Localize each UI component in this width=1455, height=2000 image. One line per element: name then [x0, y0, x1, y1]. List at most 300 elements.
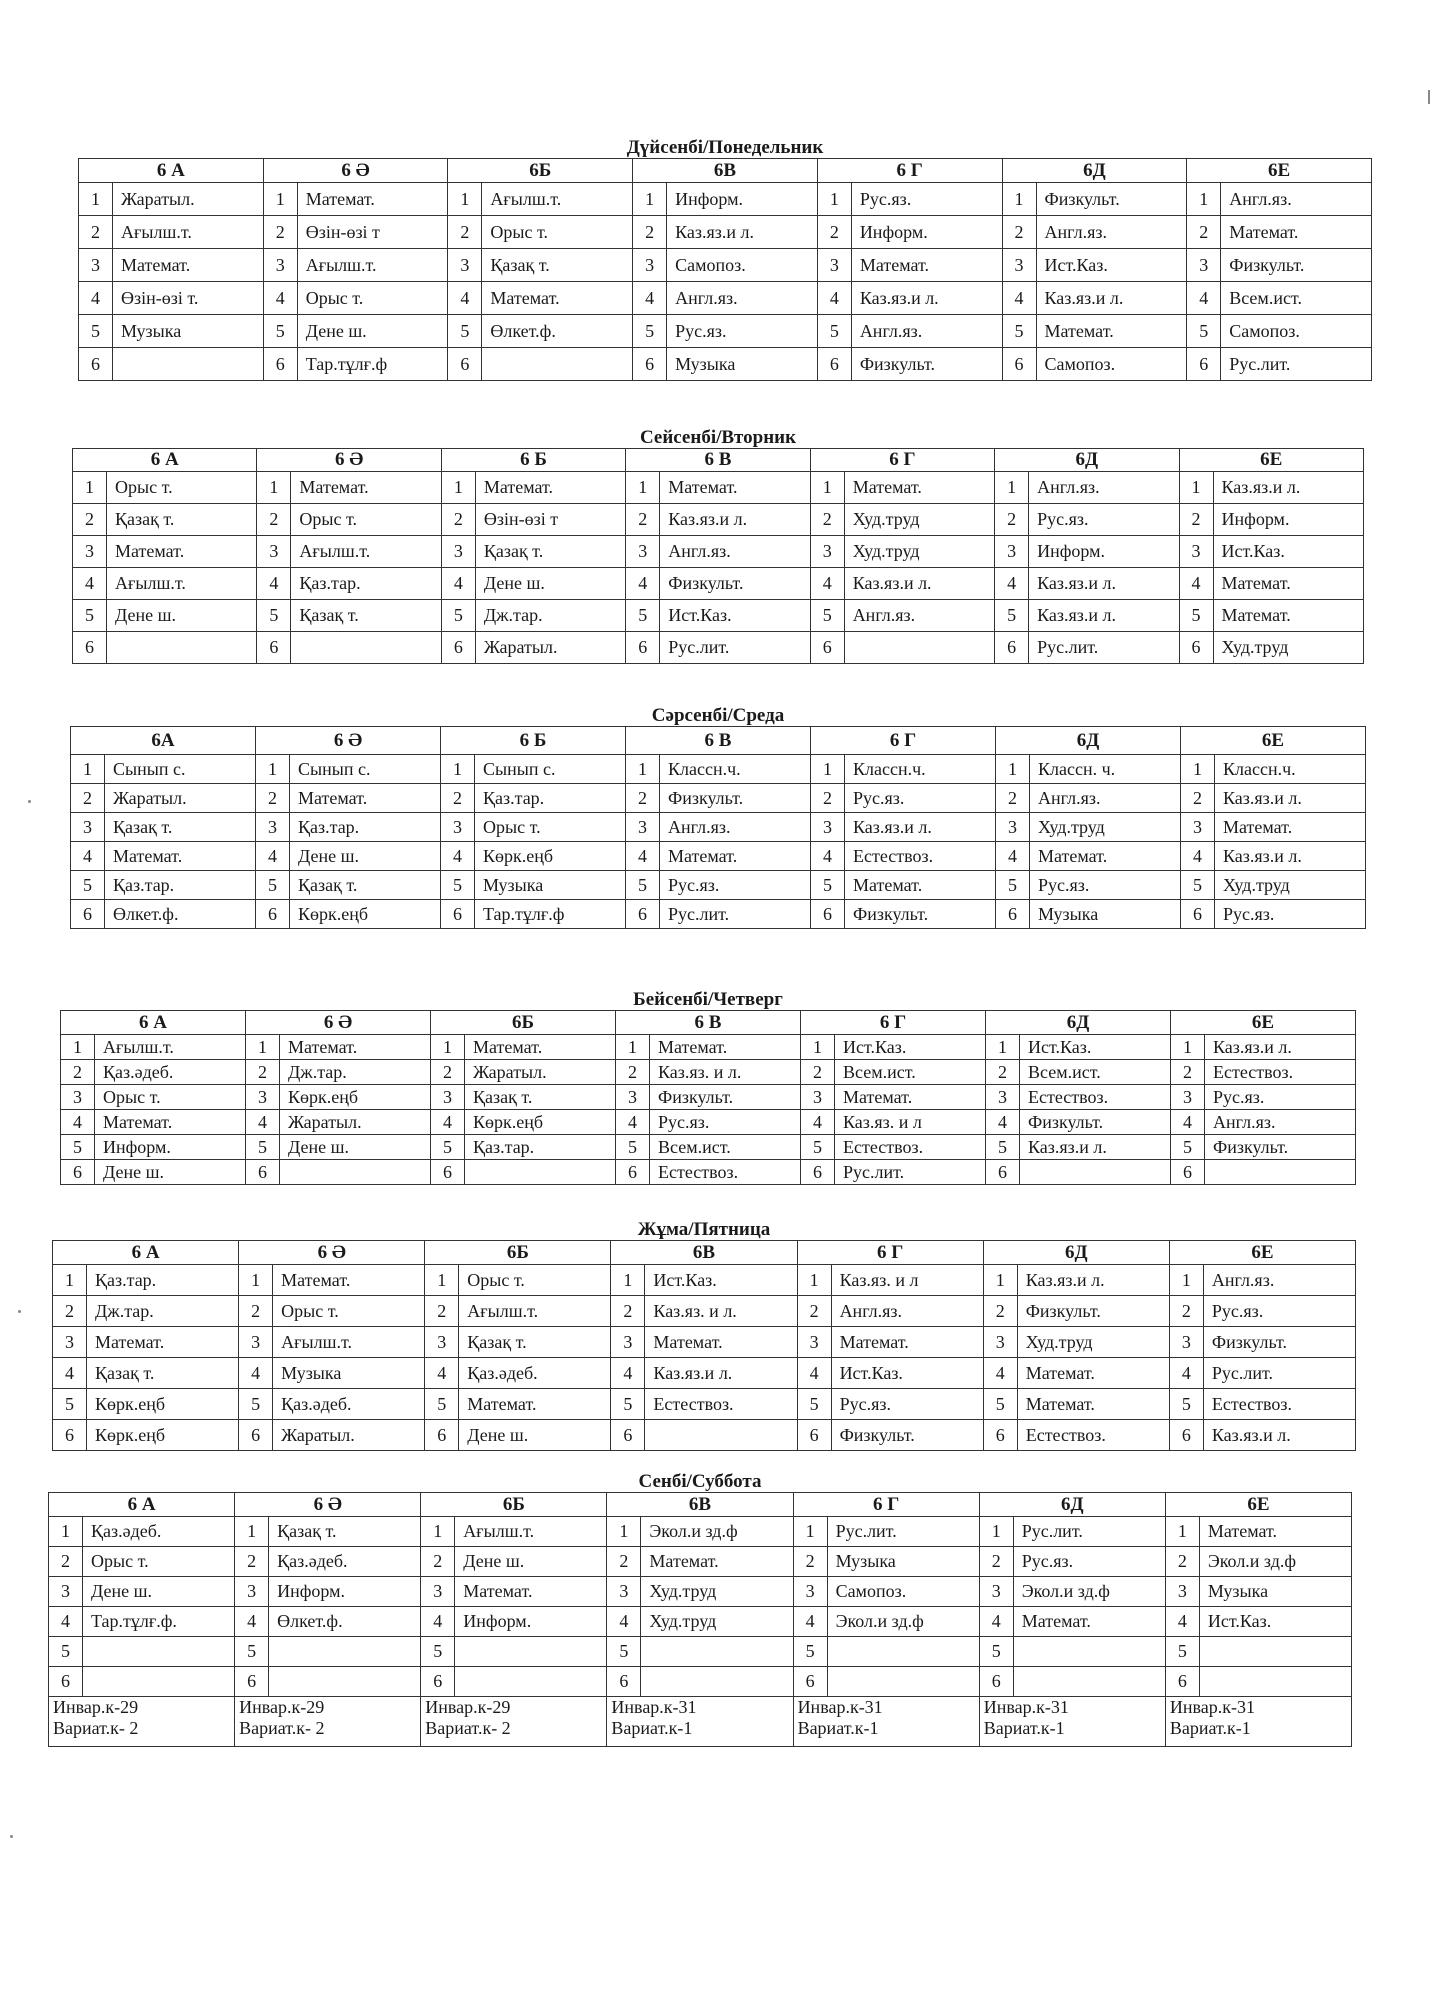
lesson-subject: [827, 1637, 979, 1667]
class-header: 6Е: [1187, 159, 1372, 183]
lesson-number: 5: [441, 600, 475, 632]
lesson-row: [73, 568, 1364, 600]
lesson-subject: Математ.: [650, 1035, 801, 1060]
lesson-number: 2: [246, 1060, 280, 1085]
lesson-number: 4: [431, 1110, 465, 1135]
lesson-number: 3: [626, 813, 660, 842]
lesson-subject: Көрк.еңб: [465, 1110, 616, 1135]
lesson-subject: Музыка: [667, 348, 818, 381]
lesson-subject: Музыка: [1199, 1577, 1351, 1607]
lesson-number: 3: [256, 813, 290, 842]
lesson-subject: Математ.: [87, 1327, 239, 1358]
lesson-number: 2: [441, 504, 475, 536]
lesson-number: 5: [611, 1389, 645, 1420]
lesson-subject: Көрк.еңб: [87, 1420, 239, 1451]
lesson-subject: [641, 1667, 793, 1697]
hours-summary: [49, 1697, 235, 1747]
lesson-subject: Дене ш.: [95, 1160, 246, 1185]
lesson-number: 5: [61, 1135, 95, 1160]
lesson-number: 6: [235, 1667, 269, 1697]
lesson-subject: [291, 632, 441, 664]
lesson-row: [53, 1420, 1356, 1451]
lesson-number: 1: [421, 1517, 455, 1547]
lesson-number: 2: [53, 1296, 87, 1327]
lesson-number: 5: [79, 315, 113, 348]
lesson-subject: Каз.яз.и л.: [1017, 1265, 1169, 1296]
lesson-subject: Классн. ч.: [1030, 755, 1181, 784]
lesson-subject: Классн.ч.: [1215, 755, 1366, 784]
lesson-number: 2: [61, 1060, 95, 1085]
lesson-subject: Рус.яз.: [1215, 900, 1366, 929]
lesson-subject: Музыка: [1030, 900, 1181, 929]
lesson-subject: Дене ш.: [455, 1547, 607, 1577]
lesson-number: 2: [986, 1060, 1020, 1085]
lesson-subject: Математ.: [290, 784, 441, 813]
lesson-number: 2: [1171, 1060, 1205, 1085]
class-header: 6Д: [1002, 159, 1187, 183]
lesson-row: [79, 348, 1372, 381]
lesson-number: 4: [73, 568, 107, 600]
lesson-subject: Каз.яз.и л.: [667, 216, 818, 249]
lesson-subject: [844, 632, 994, 664]
invariant-hours: Инвар.к-31: [611, 1697, 697, 1717]
lesson-subject: Орыс т.: [107, 472, 257, 504]
lesson-row: [61, 1135, 1356, 1160]
lesson-subject: Қаз.тар.: [290, 813, 441, 842]
lesson-subject: Физкульт.: [1017, 1296, 1169, 1327]
lesson-subject: Математ.: [475, 472, 625, 504]
lesson-number: 4: [607, 1607, 641, 1637]
lesson-subject: Каз.яз.и л.: [845, 813, 996, 842]
lesson-subject: Математ.: [459, 1389, 611, 1420]
lesson-number: 3: [431, 1085, 465, 1110]
lesson-subject: Англ.яз.: [851, 315, 1002, 348]
lesson-number: 1: [810, 472, 844, 504]
class-header: 6 Б: [441, 449, 625, 472]
lesson-subject: Экол.и зд.ф: [1199, 1547, 1351, 1577]
lesson-number: 6: [421, 1667, 455, 1697]
lesson-number: 1: [53, 1265, 87, 1296]
lesson-number: 4: [1002, 282, 1036, 315]
lesson-subject: Худ.труд: [1017, 1327, 1169, 1358]
lesson-subject: Қазақ т.: [290, 871, 441, 900]
lesson-subject: Музыка: [475, 871, 626, 900]
lesson-subject: Өлкет.ф.: [105, 900, 256, 929]
lesson-row: [53, 1358, 1356, 1389]
class-header: 6 Ә: [263, 159, 448, 183]
lesson-number: 2: [1179, 504, 1213, 536]
lesson-subject: Жаратыл.: [273, 1420, 425, 1451]
lesson-subject: Физкульт.: [1203, 1327, 1355, 1358]
class-header: 6Е: [1181, 727, 1366, 755]
class-header: 6 Ә: [257, 449, 441, 472]
lesson-number: 5: [1181, 871, 1215, 900]
lesson-subject: Дж.тар.: [87, 1296, 239, 1327]
lesson-subject: Математ.: [465, 1035, 616, 1060]
class-header: 6Е: [1165, 1493, 1351, 1517]
lesson-number: 5: [441, 871, 475, 900]
lesson-number: 1: [257, 472, 291, 504]
lesson-subject: Ист.Каз.: [1199, 1607, 1351, 1637]
lesson-subject: Дене ш.: [290, 842, 441, 871]
lesson-subject: Каз.яз.и л.: [1215, 842, 1366, 871]
lesson-number: 1: [263, 183, 297, 216]
lesson-subject: Каз.яз.и л.: [645, 1358, 797, 1389]
lesson-number: 3: [996, 813, 1030, 842]
lesson-row: [79, 183, 1372, 216]
lesson-number: 3: [611, 1327, 645, 1358]
lesson-subject: Дене ш.: [459, 1420, 611, 1451]
lesson-subject: [269, 1637, 421, 1667]
lesson-subject: Экол.и зд.ф: [1013, 1577, 1165, 1607]
lesson-subject: Каз.яз.и л.: [1205, 1035, 1356, 1060]
lesson-number: 5: [421, 1637, 455, 1667]
lesson-subject: Математ.: [844, 472, 994, 504]
lesson-subject: Ағылш.т.: [455, 1517, 607, 1547]
lesson-number: 2: [996, 784, 1030, 813]
class-header: 6А: [71, 727, 256, 755]
lesson-number: 5: [71, 871, 105, 900]
day-title: Дүйсенбі/Понедельник: [626, 137, 824, 158]
lesson-subject: Рус.яз.: [1203, 1296, 1355, 1327]
lesson-subject: Орыс т.: [475, 813, 626, 842]
lesson-subject: Математ.: [835, 1085, 986, 1110]
day-title: Жұма/Пятница: [637, 1219, 771, 1240]
lesson-row: [53, 1296, 1356, 1327]
class-header-row: [49, 1493, 1352, 1517]
lesson-subject: Математ.: [95, 1110, 246, 1135]
lesson-subject: [280, 1160, 431, 1185]
lesson-row: [49, 1547, 1352, 1577]
lesson-subject: [455, 1667, 607, 1697]
lesson-number: 3: [995, 536, 1029, 568]
lesson-number: 5: [979, 1637, 1013, 1667]
lesson-subject: Англ.яз.: [844, 600, 994, 632]
lesson-subject: Математ.: [1213, 568, 1363, 600]
lesson-subject: Орыс т.: [273, 1296, 425, 1327]
lesson-number: 5: [1169, 1389, 1203, 1420]
hours-summary: [793, 1697, 979, 1747]
invariant-hours: Инвар.к-29: [53, 1697, 139, 1717]
lesson-number: 4: [425, 1358, 459, 1389]
lesson-subject: Рус.лит.: [827, 1517, 979, 1547]
day-title: Бейсенбі/Четверг: [633, 989, 783, 1010]
class-header: 6Е: [1179, 449, 1363, 472]
lesson-subject: Рус.лит.: [1029, 632, 1179, 664]
lesson-subject: Рус.яз.: [660, 871, 811, 900]
lesson-subject: Физкульт.: [1020, 1110, 1171, 1135]
lesson-number: 1: [817, 183, 851, 216]
lesson-number: 5: [986, 1135, 1020, 1160]
lesson-number: 6: [983, 1420, 1017, 1451]
lesson-number: 6: [607, 1667, 641, 1697]
schedule-table: [72, 448, 1364, 664]
invariant-hours: Инвар.к-31: [797, 1697, 883, 1717]
lesson-number: 1: [79, 183, 113, 216]
lesson-number: 6: [1179, 632, 1213, 664]
class-header: 6 А: [49, 1493, 235, 1517]
lesson-subject: Математ.: [297, 183, 448, 216]
lesson-number: 3: [817, 249, 851, 282]
lesson-number: 4: [421, 1607, 455, 1637]
lesson-subject: Рус.лит.: [835, 1160, 986, 1185]
lesson-subject: Дж.тар.: [280, 1060, 431, 1085]
lesson-subject: Рус.яз.: [650, 1110, 801, 1135]
lesson-subject: Экол.и зд.ф: [641, 1517, 793, 1547]
lesson-number: 6: [793, 1667, 827, 1697]
lesson-subject: Көрк.еңб: [280, 1085, 431, 1110]
lesson-subject: Өзін-өзі т: [297, 216, 448, 249]
lesson-number: 4: [257, 568, 291, 600]
lesson-number: 6: [1002, 348, 1036, 381]
lesson-subject: Тар.тұлғ.ф.: [83, 1607, 235, 1637]
lesson-row: [61, 1035, 1356, 1060]
lesson-subject: Математ.: [660, 472, 810, 504]
lesson-number: 6: [996, 900, 1030, 929]
lesson-subject: Математ.: [660, 842, 811, 871]
lesson-number: 5: [607, 1637, 641, 1667]
lesson-subject: Рус.яз.: [1013, 1547, 1165, 1577]
lesson-subject: Рус.яз.: [1205, 1085, 1356, 1110]
lesson-number: 5: [1002, 315, 1036, 348]
lesson-number: 4: [1181, 842, 1215, 871]
class-header: 6 А: [79, 159, 264, 183]
lesson-number: 5: [1187, 315, 1221, 348]
lesson-subject: Рус.яз.: [667, 315, 818, 348]
lesson-number: 5: [983, 1389, 1017, 1420]
lesson-number: 6: [817, 348, 851, 381]
lesson-subject: Физкульт.: [845, 900, 996, 929]
lesson-number: 2: [448, 216, 482, 249]
lesson-subject: [1199, 1667, 1351, 1697]
lesson-number: 2: [810, 504, 844, 536]
lesson-subject: Ағылш.т.: [459, 1296, 611, 1327]
class-header: 6 Ә: [246, 1011, 431, 1035]
lesson-number: 1: [633, 183, 667, 216]
lesson-row: [73, 600, 1364, 632]
lesson-subject: Худ.труд: [641, 1577, 793, 1607]
day-schedule: [48, 1472, 1352, 1747]
lesson-subject: [1013, 1637, 1165, 1667]
scan-speck: [18, 1310, 21, 1313]
lesson-subject: Естествоз.: [835, 1135, 986, 1160]
lesson-number: 5: [626, 871, 660, 900]
lesson-number: 5: [817, 315, 851, 348]
lesson-subject: Музыка: [827, 1547, 979, 1577]
lesson-number: 1: [235, 1517, 269, 1547]
lesson-subject: Математ.: [1013, 1607, 1165, 1637]
class-header: 6В: [633, 159, 818, 183]
lesson-number: 3: [71, 813, 105, 842]
lesson-number: 5: [616, 1135, 650, 1160]
lesson-number: 4: [1171, 1110, 1205, 1135]
lesson-number: 2: [1165, 1547, 1199, 1577]
lesson-number: 2: [235, 1547, 269, 1577]
variative-hours: Вариат.к- 2: [425, 1718, 511, 1738]
lesson-row: [73, 632, 1364, 664]
lesson-number: 3: [263, 249, 297, 282]
lesson-number: 1: [626, 472, 660, 504]
lesson-number: 6: [811, 900, 845, 929]
lesson-subject: Көрк.еңб: [87, 1389, 239, 1420]
lesson-number: 2: [979, 1547, 1013, 1577]
lesson-number: 5: [995, 600, 1029, 632]
lesson-number: 4: [246, 1110, 280, 1135]
class-header: 6 Г: [797, 1241, 983, 1265]
lesson-subject: Физкульт.: [650, 1085, 801, 1110]
class-header: 6В: [611, 1241, 797, 1265]
lesson-subject: Худ.труд: [1030, 813, 1181, 842]
lesson-number: 6: [441, 632, 475, 664]
lesson-subject: Каз.яз.и л.: [1213, 472, 1363, 504]
lesson-number: 6: [1171, 1160, 1205, 1185]
lesson-number: 3: [616, 1085, 650, 1110]
lesson-number: 5: [246, 1135, 280, 1160]
lesson-number: 6: [61, 1160, 95, 1185]
lesson-number: 2: [1187, 216, 1221, 249]
lesson-subject: Дж.тар.: [475, 600, 625, 632]
lesson-number: 3: [1002, 249, 1036, 282]
lesson-subject: Қазақ т.: [482, 249, 633, 282]
lesson-number: 1: [71, 755, 105, 784]
lesson-subject: Қазақ т.: [269, 1517, 421, 1547]
lesson-number: 1: [611, 1265, 645, 1296]
lesson-number: 5: [797, 1389, 831, 1420]
lesson-number: 5: [626, 600, 660, 632]
lesson-subject: Ағылш.т.: [107, 568, 257, 600]
lesson-number: 4: [801, 1110, 835, 1135]
lesson-subject: Ист.Каз.: [1020, 1035, 1171, 1060]
lesson-subject: Орыс т.: [95, 1085, 246, 1110]
lesson-number: 6: [53, 1420, 87, 1451]
lesson-number: 4: [995, 568, 1029, 600]
lesson-number: 4: [239, 1358, 273, 1389]
class-header: 6 Г: [793, 1493, 979, 1517]
schedule-table: [78, 158, 1372, 381]
lesson-number: 2: [633, 216, 667, 249]
lesson-subject: Физкульт.: [1205, 1135, 1356, 1160]
lesson-number: 3: [1187, 249, 1221, 282]
lesson-subject: Қаз.тар.: [291, 568, 441, 600]
class-header: 6 Г: [801, 1011, 986, 1035]
lesson-row: [61, 1060, 1356, 1085]
class-header: 6Д: [986, 1011, 1171, 1035]
lesson-subject: Орыс т.: [83, 1547, 235, 1577]
lesson-subject: Қаз.тар.: [475, 784, 626, 813]
lesson-number: 1: [986, 1035, 1020, 1060]
lesson-number: 6: [1169, 1420, 1203, 1451]
lesson-subject: Всем.ист.: [650, 1135, 801, 1160]
lesson-subject: Англ.яз.: [660, 813, 811, 842]
lesson-subject: Самопоз.: [1036, 348, 1187, 381]
lesson-number: 6: [801, 1160, 835, 1185]
lesson-subject: Қаз.тар.: [105, 871, 256, 900]
lesson-number: 6: [49, 1667, 83, 1697]
lesson-number: 1: [448, 183, 482, 216]
lesson-number: 2: [801, 1060, 835, 1085]
lesson-subject: Ағылш.т.: [95, 1035, 246, 1060]
lesson-number: 3: [1181, 813, 1215, 842]
lesson-subject: Жаратыл.: [465, 1060, 616, 1085]
lesson-number: 3: [421, 1577, 455, 1607]
lesson-subject: [83, 1667, 235, 1697]
lesson-number: 2: [817, 216, 851, 249]
lesson-subject: Математ.: [1017, 1389, 1169, 1420]
day-schedule: [70, 706, 1366, 929]
lesson-number: 4: [53, 1358, 87, 1389]
lesson-number: 4: [983, 1358, 1017, 1389]
lesson-number: 6: [1181, 900, 1215, 929]
lesson-subject: Жаратыл.: [280, 1110, 431, 1135]
lesson-subject: Көрк.еңб: [290, 900, 441, 929]
lesson-number: 5: [810, 600, 844, 632]
lesson-row: [71, 813, 1366, 842]
lesson-number: 6: [256, 900, 290, 929]
schedule-table: [70, 726, 1366, 929]
lesson-number: 1: [1002, 183, 1036, 216]
class-header: 6Е: [1171, 1011, 1356, 1035]
lesson-row: [49, 1577, 1352, 1607]
lesson-subject: [1020, 1160, 1171, 1185]
lesson-subject: Ист.Каз.: [1036, 249, 1187, 282]
lesson-number: 3: [246, 1085, 280, 1110]
lesson-number: 4: [810, 568, 844, 600]
lesson-row: [71, 900, 1366, 929]
lesson-subject: Қаз.тар.: [87, 1265, 239, 1296]
lesson-subject: Рус.лит.: [660, 900, 811, 929]
lesson-number: 6: [1165, 1667, 1199, 1697]
lesson-number: 4: [986, 1110, 1020, 1135]
lesson-subject: Қаз.әдеб.: [273, 1389, 425, 1420]
lesson-subject: Қазақ т.: [107, 504, 257, 536]
lesson-subject: Худ.труд: [1213, 632, 1363, 664]
lesson-subject: Қазақ т.: [87, 1358, 239, 1389]
lesson-row: [79, 315, 1372, 348]
lesson-subject: Математ.: [113, 249, 264, 282]
lesson-number: 5: [425, 1389, 459, 1420]
lesson-number: 3: [811, 813, 845, 842]
lesson-subject: Англ.яз.: [667, 282, 818, 315]
lesson-number: 5: [1179, 600, 1213, 632]
lesson-number: 5: [811, 871, 845, 900]
lesson-subject: Математ.: [273, 1265, 425, 1296]
lesson-number: 5: [448, 315, 482, 348]
invariant-hours: Инвар.к-29: [425, 1697, 511, 1717]
lesson-subject: Сынып с.: [475, 755, 626, 784]
lesson-subject: Информ.: [95, 1135, 246, 1160]
lesson-subject: Музыка: [113, 315, 264, 348]
lesson-row: [49, 1607, 1352, 1637]
lesson-subject: Классн.ч.: [660, 755, 811, 784]
lesson-number: 5: [793, 1637, 827, 1667]
lesson-number: 3: [79, 249, 113, 282]
lesson-subject: Рус.яз.: [851, 183, 1002, 216]
lesson-number: 3: [1179, 536, 1213, 568]
lesson-number: 1: [425, 1265, 459, 1296]
lesson-subject: Математ.: [280, 1035, 431, 1060]
day-schedule: [60, 990, 1356, 1185]
lesson-subject: Англ.яз.: [1029, 472, 1179, 504]
lesson-subject: Информ.: [1029, 536, 1179, 568]
lesson-number: 5: [49, 1637, 83, 1667]
lesson-subject: Каз.яз.и л.: [1036, 282, 1187, 315]
lesson-subject: Англ.яз.: [1030, 784, 1181, 813]
lesson-subject: Қазақ т.: [465, 1085, 616, 1110]
lesson-number: 6: [626, 632, 660, 664]
lesson-subject: [645, 1420, 797, 1451]
lesson-number: 3: [801, 1085, 835, 1110]
scan-speck: [28, 800, 31, 803]
